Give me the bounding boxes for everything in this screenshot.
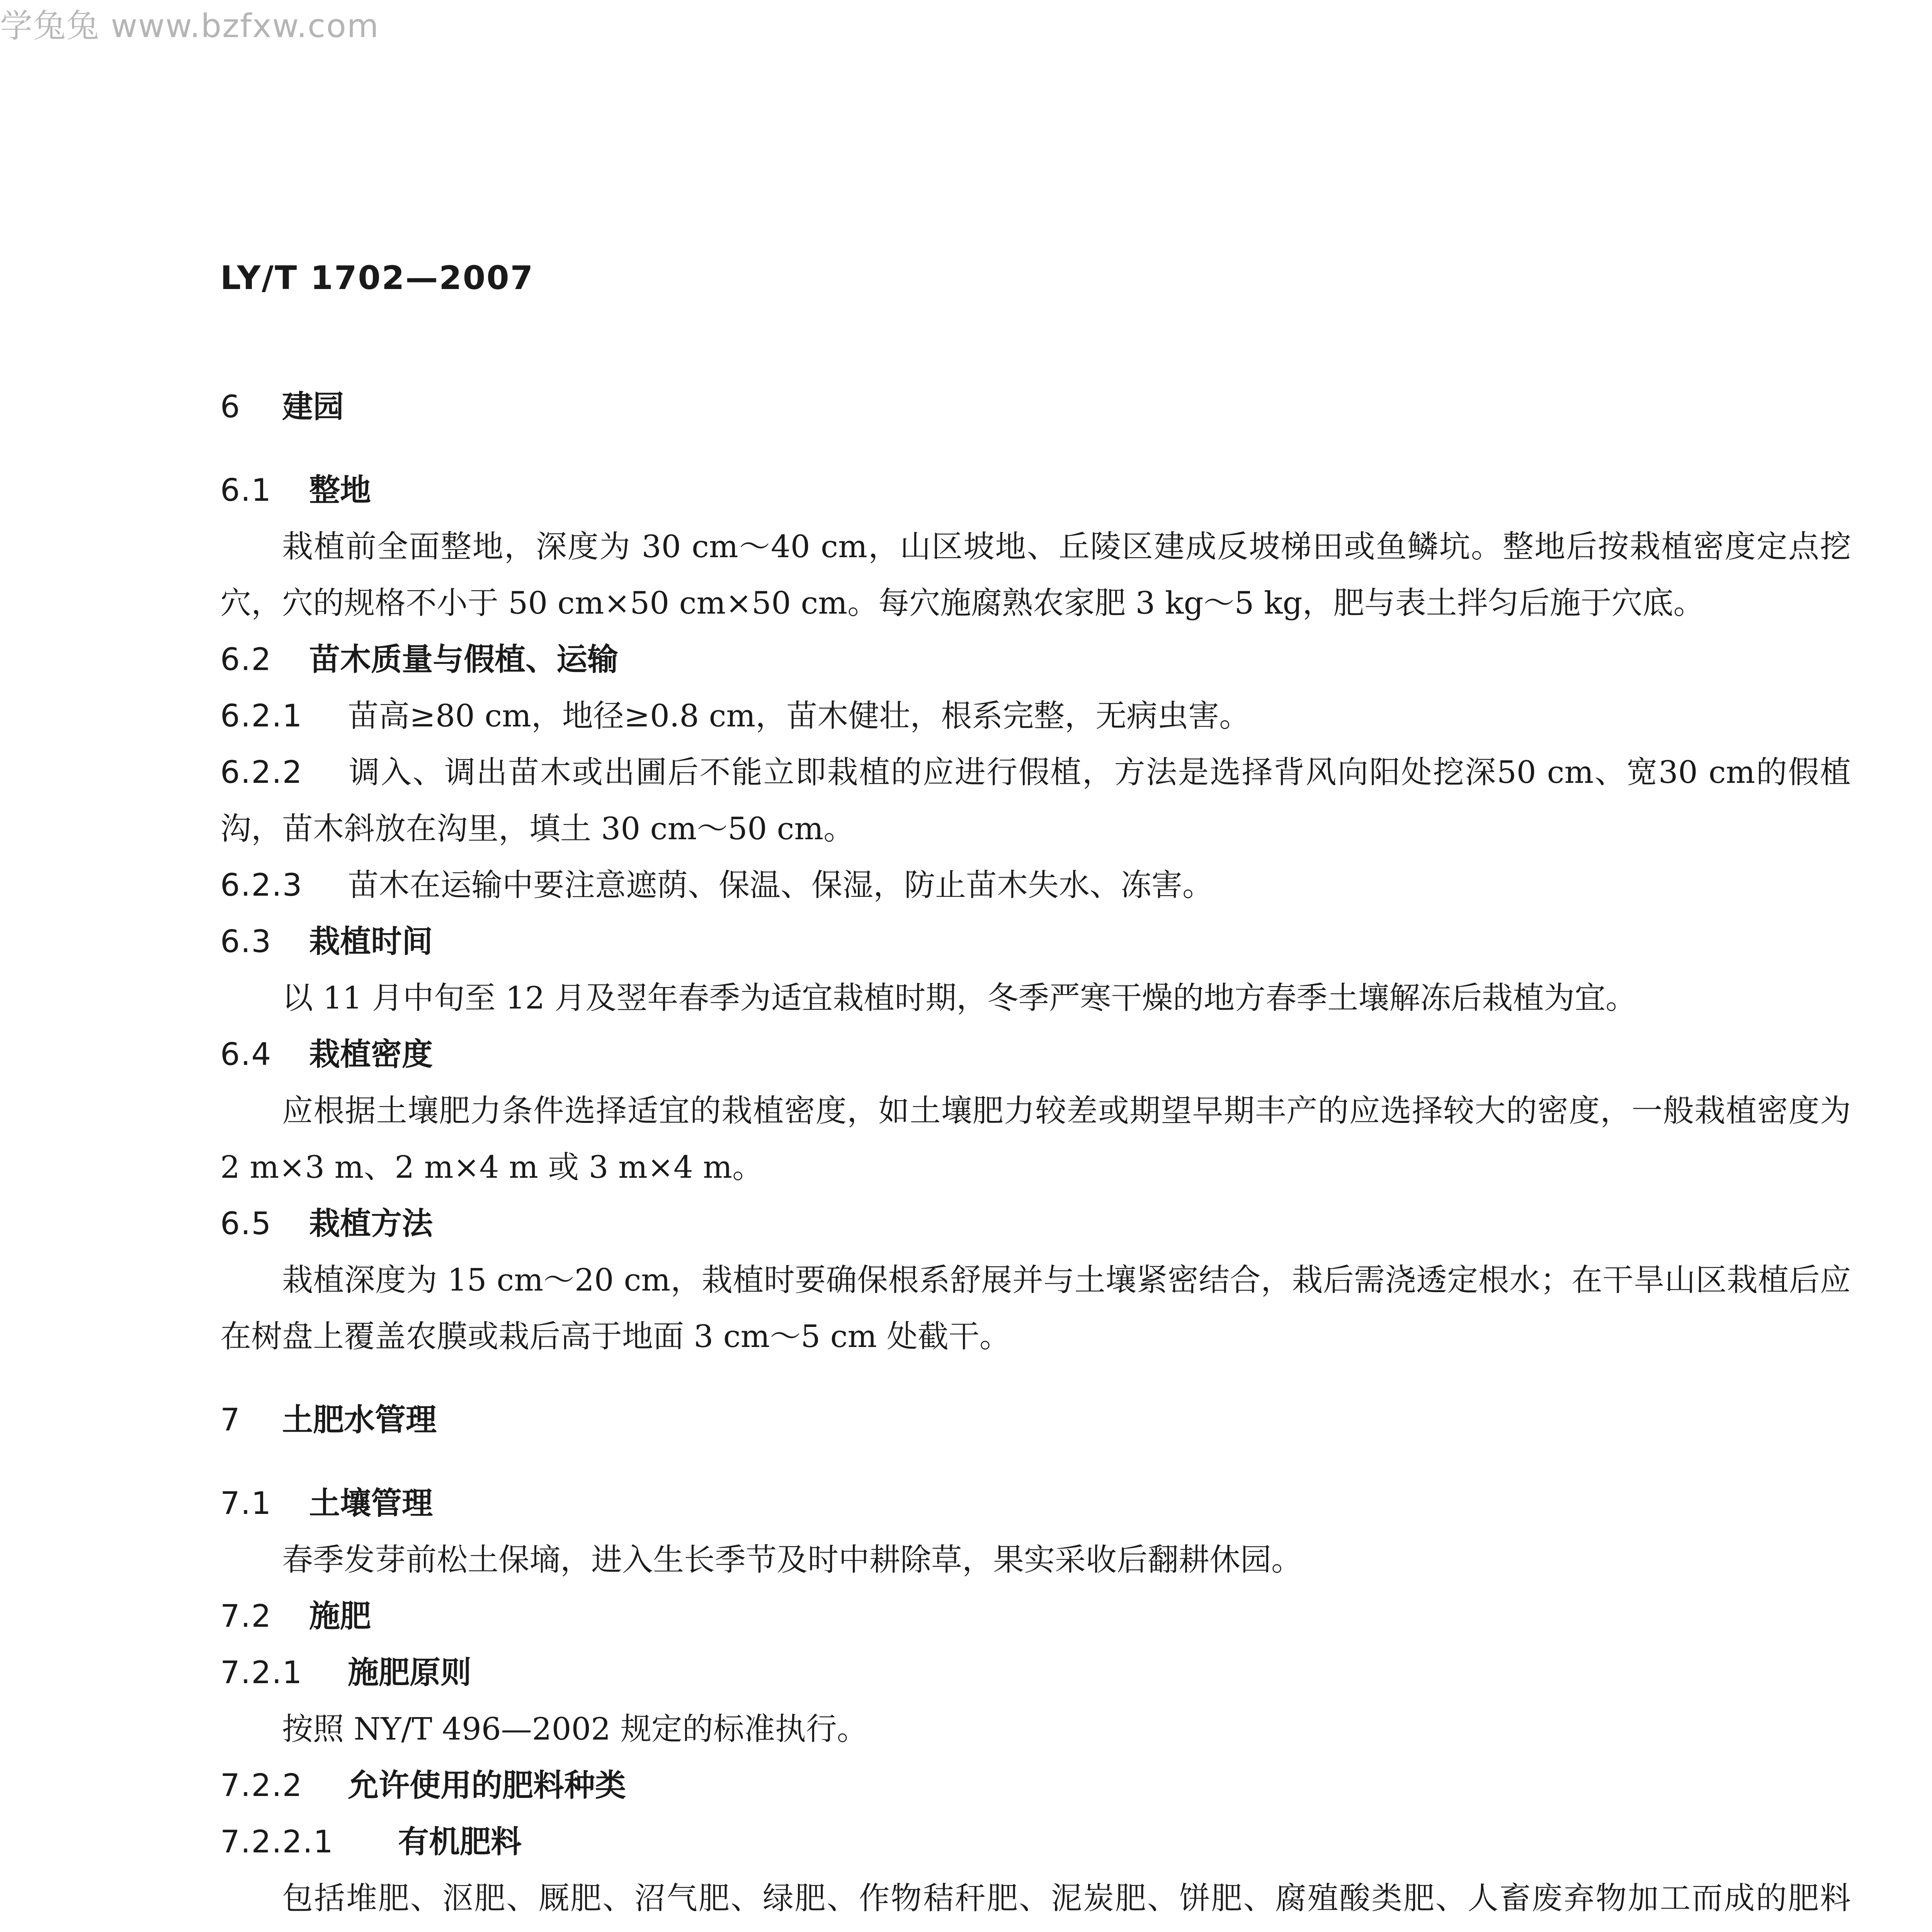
heading-number: 7.2.1	[220, 1655, 303, 1690]
chapter-heading	[220, 1392, 1851, 1448]
heading-title: 施肥原则	[348, 1655, 471, 1690]
section-heading	[220, 1196, 1851, 1252]
section-heading	[220, 631, 1851, 688]
heading-title: 栽植时间	[309, 923, 433, 959]
clause-number: 6.2.1	[220, 698, 303, 734]
heading-number: 7	[220, 1402, 241, 1438]
paragraph: 以 11 月中旬至 12 月及翌年春季为适宜栽植时期，冬季严寒干燥的地方春季土壤解冻后栽植为宜。	[282, 980, 1637, 1016]
heading-number: 6.4	[220, 1036, 272, 1072]
numbered-clause	[220, 857, 1851, 913]
heading-title: 土壤管理	[309, 1485, 433, 1521]
section-heading	[220, 913, 1851, 970]
clause-text: 苗高≥80 cm，地径≥0.8 cm，苗木健壮，根系完整，无病虫害。	[348, 698, 1250, 734]
section-heading	[220, 1645, 1851, 1701]
heading-title: 有机肥料	[398, 1824, 522, 1860]
heading-title: 栽植方法	[309, 1206, 433, 1242]
heading-number: 7.2.2.1	[220, 1824, 334, 1860]
section-heading	[220, 1475, 1851, 1532]
heading-title: 允许使用的肥料种类	[348, 1767, 626, 1803]
section-heading	[220, 1757, 1851, 1814]
paragraph: 包括堆肥、沤肥、厩肥、沼气肥、绿肥、作物秸秆肥、泥炭肥、饼肥、腐殖酸类肥、人畜废弃物加工而成的肥料	[282, 1880, 1851, 1916]
heading-number: 6.3	[220, 923, 272, 959]
clause-number: 6.2.3	[220, 867, 303, 903]
clause-text: 苗木在运输中要注意遮荫、保温、保湿，防止苗木失水、冻害。	[348, 867, 1213, 903]
heading-number: 6.2	[220, 641, 272, 677]
heading-title: 建园	[282, 389, 344, 425]
document-body	[220, 379, 1851, 1932]
clause-text: 调入、调出苗木或出圃后不能立即栽植的应进行假植，方法是选择背风向阳处挖深50 cm、宽30 cm的假植沟，苗木斜放在沟里，填土 30 cm～50 cm。	[220, 754, 1851, 847]
heading-title: 施肥	[309, 1598, 371, 1634]
section-heading	[220, 1814, 1851, 1870]
standard-code-header: LY/T 1702—2007	[220, 259, 534, 297]
heading-number: 7.2.2	[220, 1767, 303, 1803]
heading-number: 6.5	[220, 1206, 272, 1242]
paragraph: 春季发芽前松土保墒，进入生长季节及时中耕除草，果实采收后翻耕休园。	[282, 1542, 1302, 1578]
paragraph: 栽植前全面整地，深度为 30 cm～40 cm，山区坡地、丘陵区建成反坡梯田或鱼鳞坑。整地后按栽植密度定点挖穴，穴的规格不小于 50 cm×50 cm×50 cm。每穴施腐熟农家肥 3 kg～5 kg，肥与表土拌匀后施于穴底。	[220, 529, 1851, 621]
paragraph: 栽植深度为 15 cm～20 cm，栽植时要确保根系舒展并与土壤紧密结合，栽后需浇透定根水；在干旱山区栽植后应在树盘上覆盖农膜或栽后高于地面 3 cm～5 cm 处截干。	[220, 1262, 1851, 1354]
paragraph: 按照 NY/T 496—2002 规定的标准执行。	[282, 1711, 868, 1747]
numbered-clause	[220, 744, 1851, 857]
section-heading	[220, 462, 1851, 519]
heading-number: 7.1	[220, 1485, 272, 1521]
heading-number: 6.1	[220, 472, 272, 508]
heading-number: 7.2	[220, 1598, 272, 1634]
heading-number: 6	[220, 389, 241, 425]
section-heading	[220, 1026, 1851, 1083]
paragraph: 应根据土壤肥力条件选择适宜的栽植密度，如土壤肥力较差或期望早期丰产的应选择较大的密度，一般栽植密度为 2 m×3 m、2 m×4 m 或 3 m×4 m。	[220, 1093, 1851, 1185]
section-heading	[220, 1588, 1851, 1645]
heading-title: 土肥水管理	[282, 1402, 437, 1438]
heading-title: 栽植密度	[309, 1036, 433, 1072]
heading-title: 整地	[309, 472, 371, 508]
numbered-clause	[220, 688, 1851, 744]
site-watermark: 学兔兔 www.bzfxw.com	[0, 7, 379, 45]
heading-title: 苗木质量与假植、运输	[309, 641, 618, 677]
chapter-heading	[220, 379, 1851, 435]
clause-number: 6.2.2	[220, 754, 303, 790]
